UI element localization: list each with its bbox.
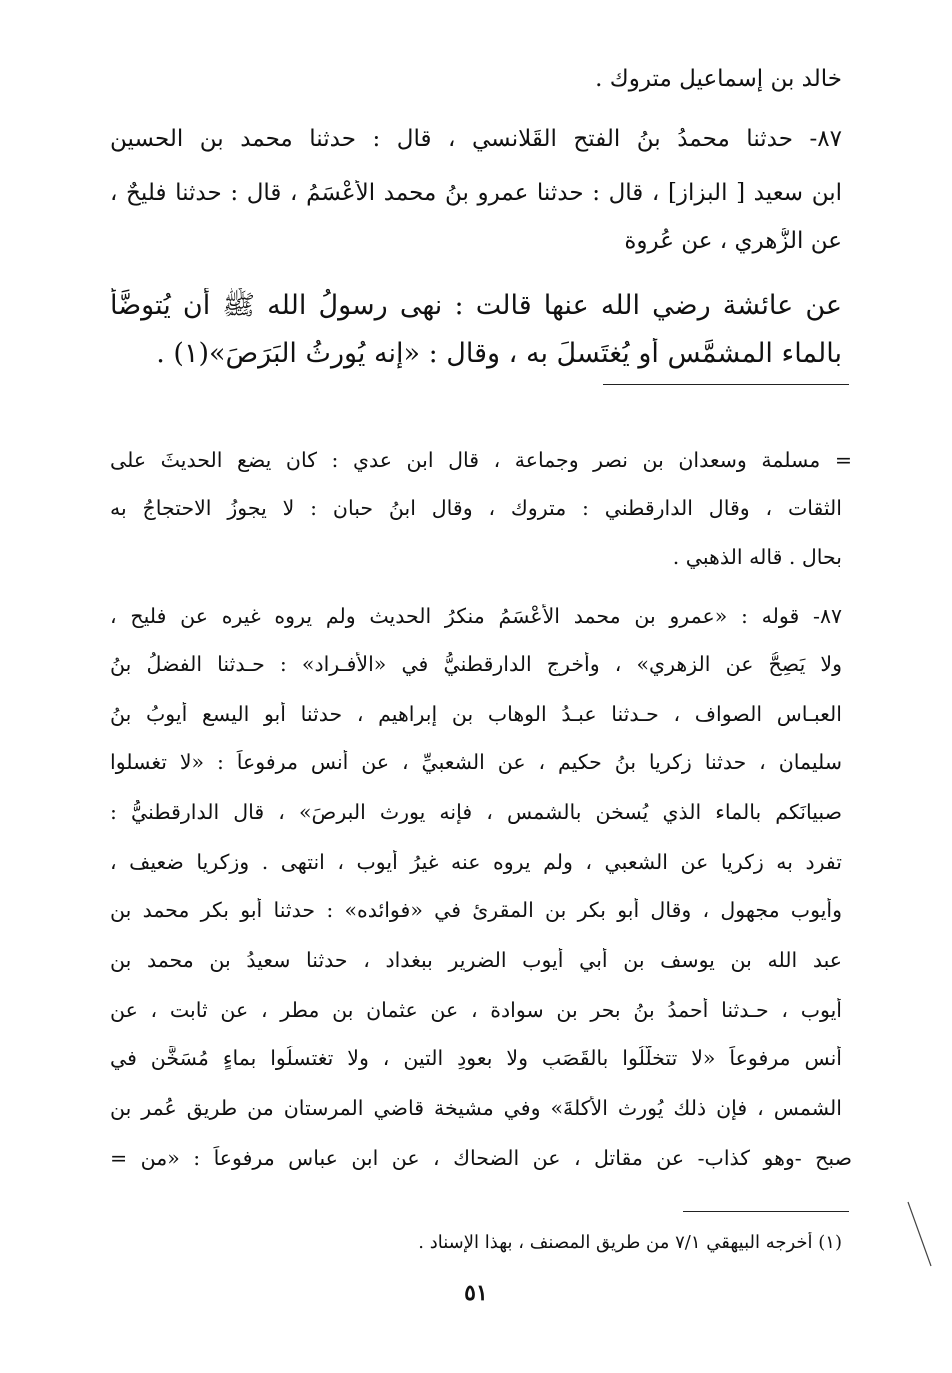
- footnote: (١) أخرجه البيهقي ٧/١ من طريق المصنف ، بهذا الإسناد .: [418, 1232, 842, 1253]
- main-line-1: خالد بن إسماعيل متروك .: [595, 66, 842, 92]
- note-line-12: أيوب ، حـدثنا أحمدُ بنُ بحر بن سوادة ، عن عثمان بن مطر ، عن ثابت ، عن: [110, 998, 842, 1022]
- page-number: ٥١: [464, 1280, 488, 1306]
- note-line-6: العبـاس الصواف ، حـدثنا عبـدُ الوهاب بن إبراهيم ، حدثنا أبو اليسع أيوبُ بنُ: [110, 702, 842, 726]
- note-line-5: ولا يَصِحُّ عن الزهري» ، وأخرج الدارقطنيُّ في «الأفـراد» : حـدثنا الفضلُ بنُ: [110, 652, 842, 676]
- notes-separator: [603, 384, 849, 385]
- note-line-10: وأيوب مجهول ، وقال أبو بكر بن المقرئ في «فوائده» : حدثنا أبو بكر محمد بن: [110, 898, 842, 922]
- main-line-2: ٨٧- حدثنا محمدُ بنُ الفتح القَلانسي ، قال : حدثنا محمد بن الحسين: [110, 126, 842, 152]
- note-line-4: ٨٧- قوله : «عمرو بن محمد الأعْسَمُ منكرُ الحديث ولم يروه غيره عن فليح ،: [110, 604, 842, 628]
- note-line-11: عبد الله بن يوسف بن أبي أيوب الضرير ببغداد ، حدثنا سعيدُ بن محمد بن: [110, 948, 842, 972]
- note-line-7: سليمان ، حدثنا زكريا بنُ حكيم ، عن الشعبيِّ ، عن أنس مرفوعاً : «لا تغسلوا: [110, 750, 842, 774]
- main-line-3: ابن سعيد [ البزاز] ، قال : حدثنا عمرو بنُ محمد الأعْسَمُ ، قال : حدثنا فليحٌ ،: [110, 180, 842, 206]
- note-line-15: صبح -وهو كذاب- عن مقاتل ، عن الضحاك ، عن ابن عباسٍ مرفوعاً : «من =: [110, 1146, 852, 1170]
- note-line-14: الشمس ، فإن ذلك يُورث الأكلةَ» وفي مشيخة قاضي المرستان من طريق عُمر بن: [110, 1096, 842, 1120]
- main-line-4: عن الزُّهري ، عن عُروة: [624, 228, 842, 254]
- margin-stroke-mark: [905, 1200, 935, 1270]
- note-line-2: الثقات ، وقال الدارقطني : متروك ، وقال ابنُ حبان : لا يجوزُ الاحتجاجُ به: [110, 496, 842, 520]
- footnote-separator: [683, 1211, 849, 1212]
- note-line-1: = مسلمة وسعدان بن نصر وجماعة ، قال ابن عدي : كان يضع الحديثَ على: [110, 448, 852, 472]
- note-line-3: بحال . قاله الذهبي .: [672, 545, 842, 569]
- main-line-5: عن عائشة رضي الله عنها قالت : نهى رسولُ الله ﷺ أن يُتوضَّأ: [110, 290, 842, 321]
- note-line-9: تفرد به زكريا عن الشعبي ، ولم يروه عنه غيرُ أيوب ، انتهى . وزكريا ضعيف ،: [110, 850, 842, 874]
- note-line-8: صبيانَكم بالماء الذي يُسخن بالشمس ، فإنه يورث البرصَ» ، قال الدارقطنيُّ :: [110, 800, 842, 824]
- note-line-13: أنس مرفوعاً «لا تتخلَّلُوا بالقَصَبِ ولا بعودِ التين ، ولا تغتسلُوا بماءٍ مُسَخَّنٍ في: [110, 1046, 842, 1070]
- main-line-6: بالماء المشمَّس أو يُغتَسلَ به ، وقال : «إنه يُورِثُ البَرَصَ»(١) .: [156, 338, 842, 369]
